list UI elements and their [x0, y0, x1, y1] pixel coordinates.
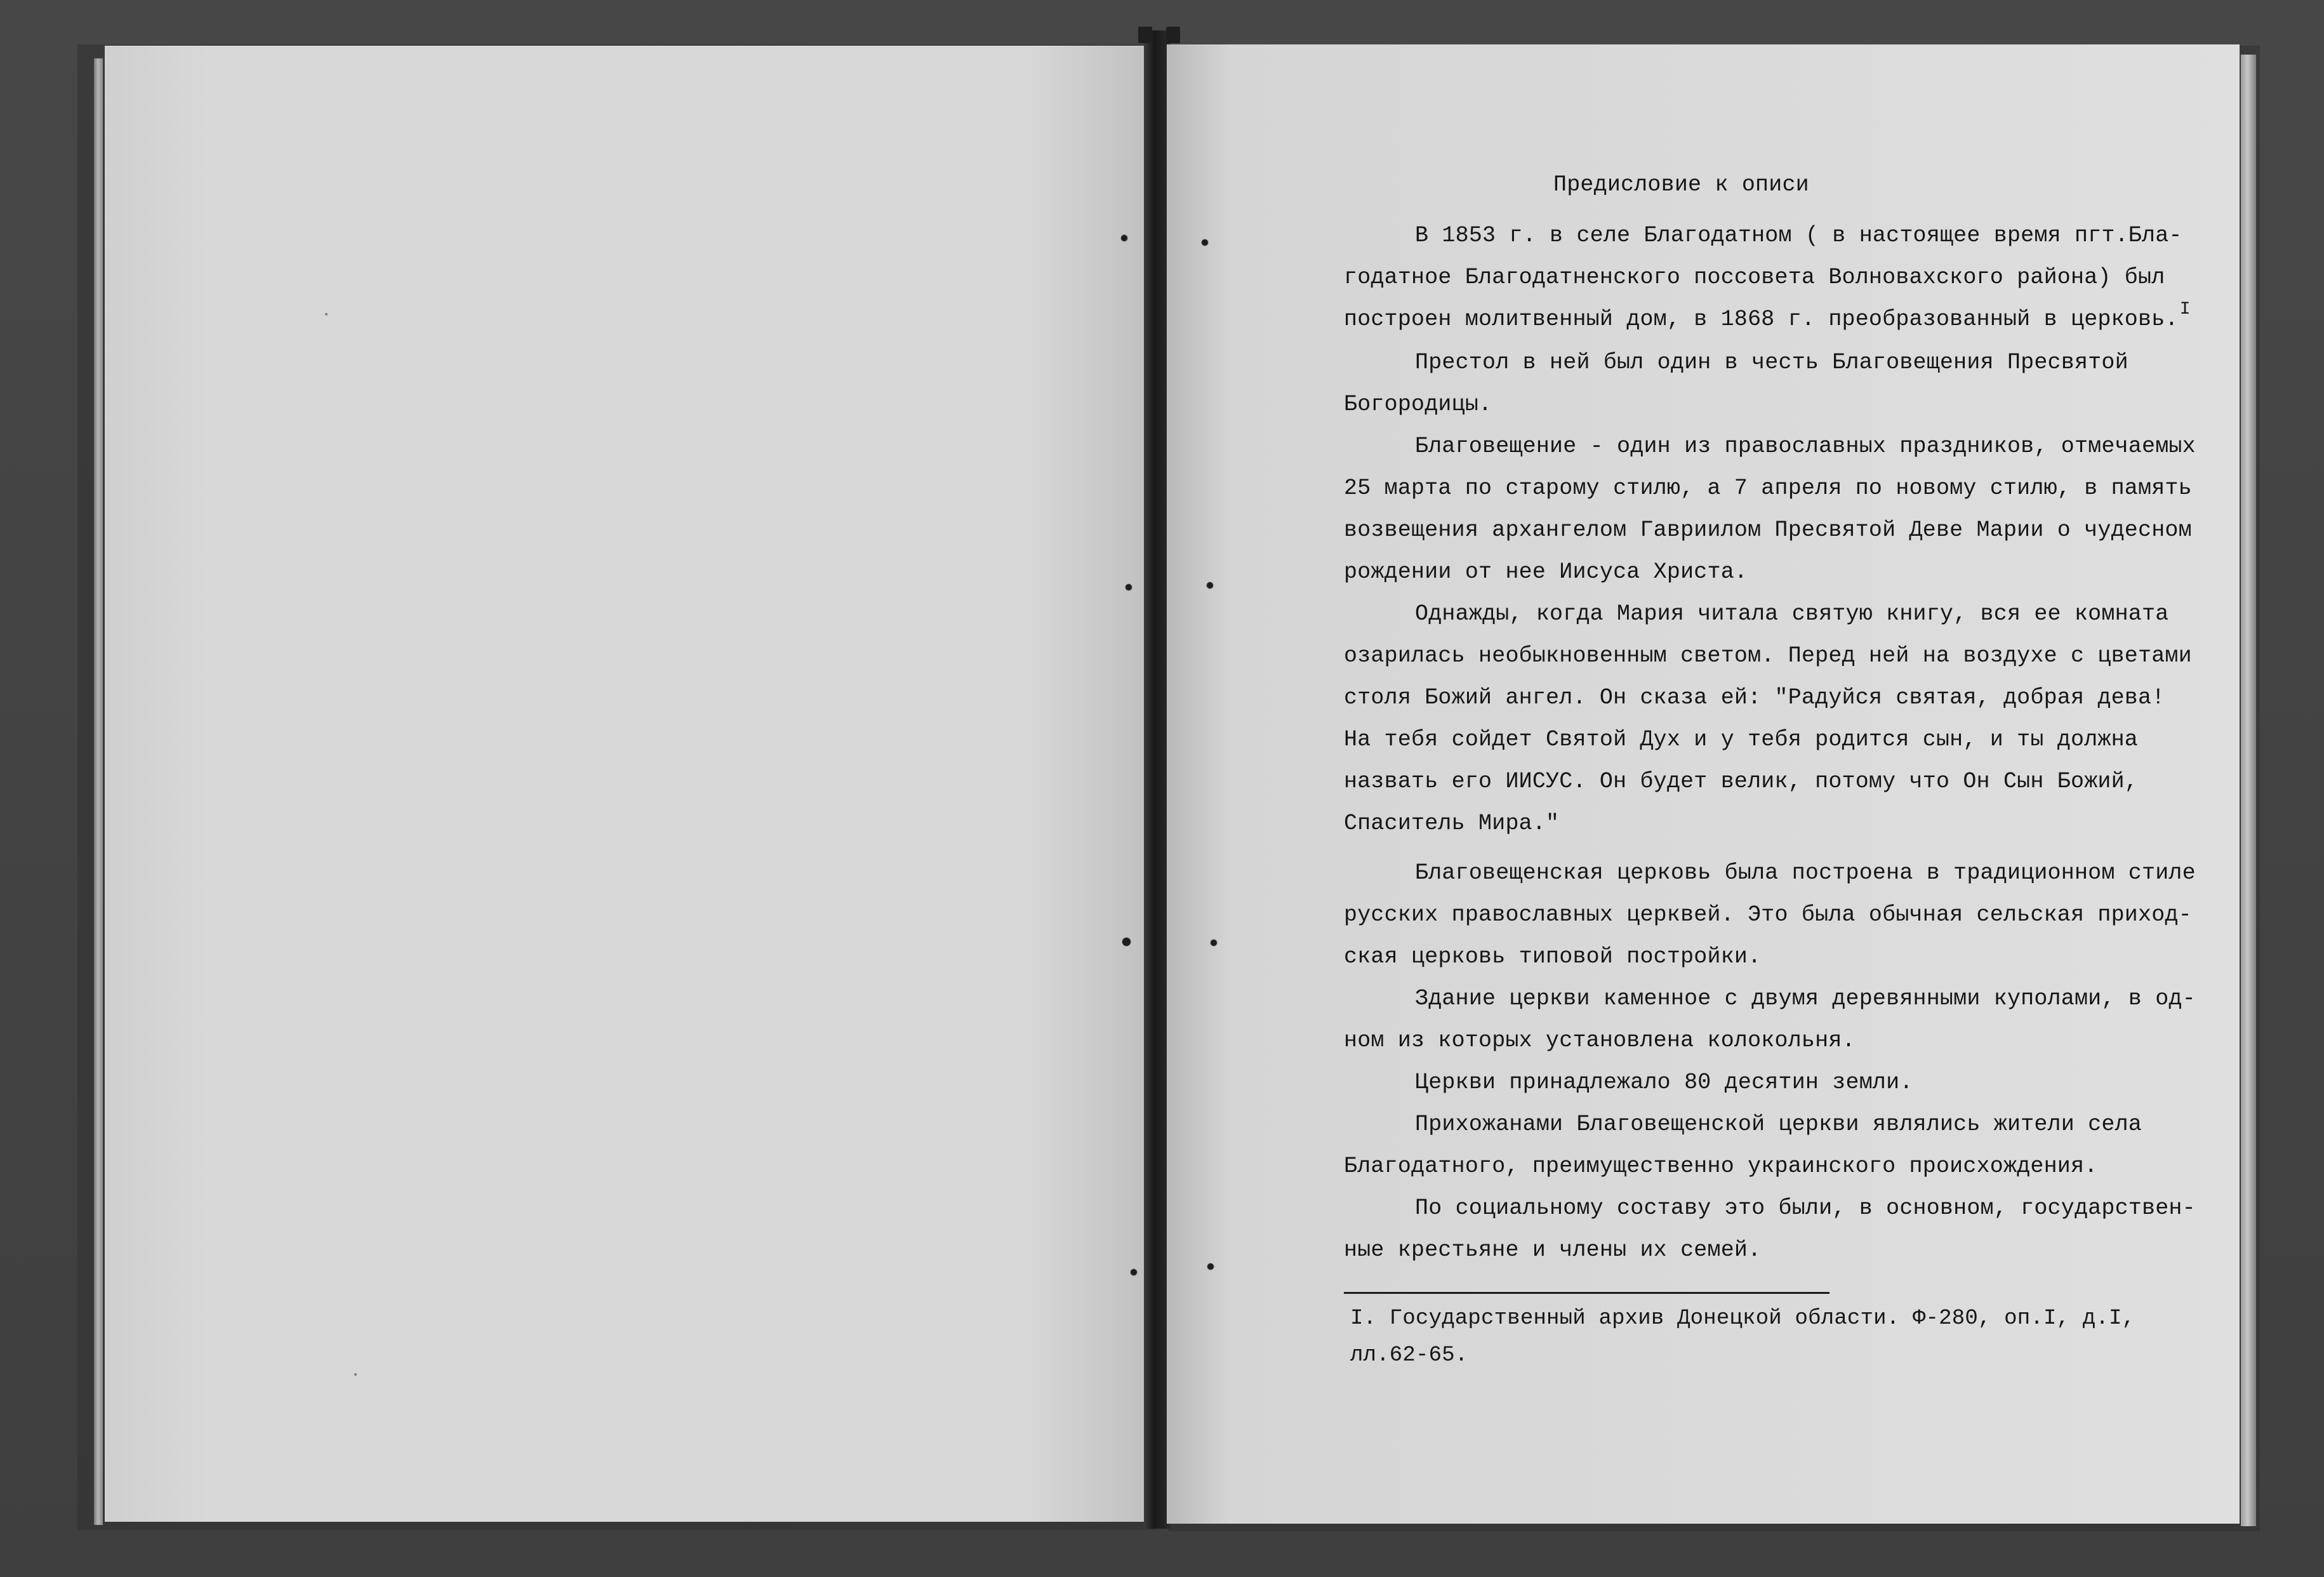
paragraph-2 [1344, 342, 2195, 425]
left-blank-page [105, 46, 1155, 1522]
paragraph-line: Престол в ней был один в честь Благовещения Пресвятой [1415, 350, 2128, 375]
paragraph-line: Здание церкви каменное с двумя деревянными куполами, в од- [1415, 986, 2196, 1011]
gutter-clip-right [1166, 27, 1180, 43]
paragraph-line: Однажды, когда Мария читала святую книгу, вся ее комната [1415, 601, 2169, 627]
binding-hole [1131, 1269, 1137, 1275]
paragraph-line: Благовещение - один из православных праздников, отмечаемых [1415, 434, 2196, 459]
right-page-stack-edge [2241, 55, 2256, 1526]
binding-hole [1125, 584, 1132, 590]
paragraph-line: Прихожанами Благовещенской церкви являлись жители села [1415, 1112, 2142, 1137]
binding-hole [1207, 1263, 1214, 1270]
binding-hole [1121, 235, 1127, 241]
paragraph-line: ные крестьяне и члены их семей. [1344, 1237, 1762, 1263]
paragraph-line: русских православных церквей. Это была обычная сельская приход- [1344, 902, 2192, 928]
paragraph-line: 25 марта по старому стилю, а 7 апреля по новому стилю, в память [1344, 476, 2192, 501]
paragraph-line: рождении от нее Иисуса Христа. [1344, 559, 1748, 585]
paragraph-line: ном из которых установлена колокольня. [1344, 1028, 1856, 1053]
binding-hole [1207, 582, 1213, 589]
paragraph-line: назвать его ИИСУС. Он будет велик, потому что Он Сын Божий, [1344, 769, 2139, 794]
paragraph-7 [1344, 1061, 2195, 1103]
paragraph-line: годатное Благодатненского поссовета Волновахского района) был [1344, 265, 2165, 290]
paragraph-line: озарилась необыкновенным светом. Перед ней на воздухе с цветами [1344, 643, 2192, 669]
paper-speck [325, 313, 328, 316]
paragraph-line: построен молитвенный дом, в 1868 г. преобразованный в церковь. [1344, 307, 2179, 332]
document-title: Предисловие к описи [1553, 172, 1809, 197]
paragraph-8 [1344, 1103, 2195, 1187]
paragraph-line: По социальному составу это были, в основном, государствен- [1415, 1195, 2196, 1221]
paragraph-line: Спаситель Мира." [1344, 811, 1560, 836]
paragraph-line: Благодатного, преимущественно украинского происхождения. [1344, 1154, 2098, 1179]
binding-hole [1202, 239, 1208, 246]
paragraph-3 [1344, 425, 2195, 593]
footnote [1350, 1300, 2201, 1374]
footnote-separator [1344, 1292, 1829, 1294]
paragraph-line: столя Божий ангел. Он сказа ей: "Радуйся святая, добрая дева! [1344, 685, 2165, 710]
paragraph-line: возвещения архангелом Гавриилом Пресвятой Деве Марии о чудесном [1344, 517, 2192, 543]
paragraph-6 [1344, 978, 2195, 1061]
paragraph-line: На тебя сойдет Святой Дух и у тебя родится сын, и ты должна [1344, 727, 2139, 752]
footnote-line: лл.62-65. [1350, 1343, 1468, 1367]
footnote-reference: I [2179, 300, 2191, 319]
gutter-clip-left [1138, 27, 1152, 43]
paper-speck [354, 1373, 357, 1376]
paragraph-line: Богородицы. [1344, 392, 1492, 417]
footnote-line: I. Государственный архив Донецкой области. Ф-280, оп.I, д.I, [1350, 1307, 2135, 1331]
paragraph-line: Благовещенская церковь была построена в традиционном стиле [1415, 860, 2196, 886]
binding-hole [1211, 940, 1217, 946]
paragraph-line: В 1853 г. в селе Благодатном ( в настоящее время пгт.Бла- [1415, 223, 2182, 248]
paragraph-line: ская церковь типовой постройки. [1344, 944, 1762, 969]
paragraph-1 [1344, 215, 2195, 340]
left-page-stack-edge [94, 58, 103, 1525]
paragraph-9 [1344, 1187, 2195, 1271]
paragraph-line: Церкви принадлежало 80 десятин земли. [1415, 1070, 1913, 1095]
paragraph-5 [1344, 852, 2195, 978]
binding-hole [1122, 938, 1131, 946]
paragraph-4 [1344, 593, 2195, 844]
